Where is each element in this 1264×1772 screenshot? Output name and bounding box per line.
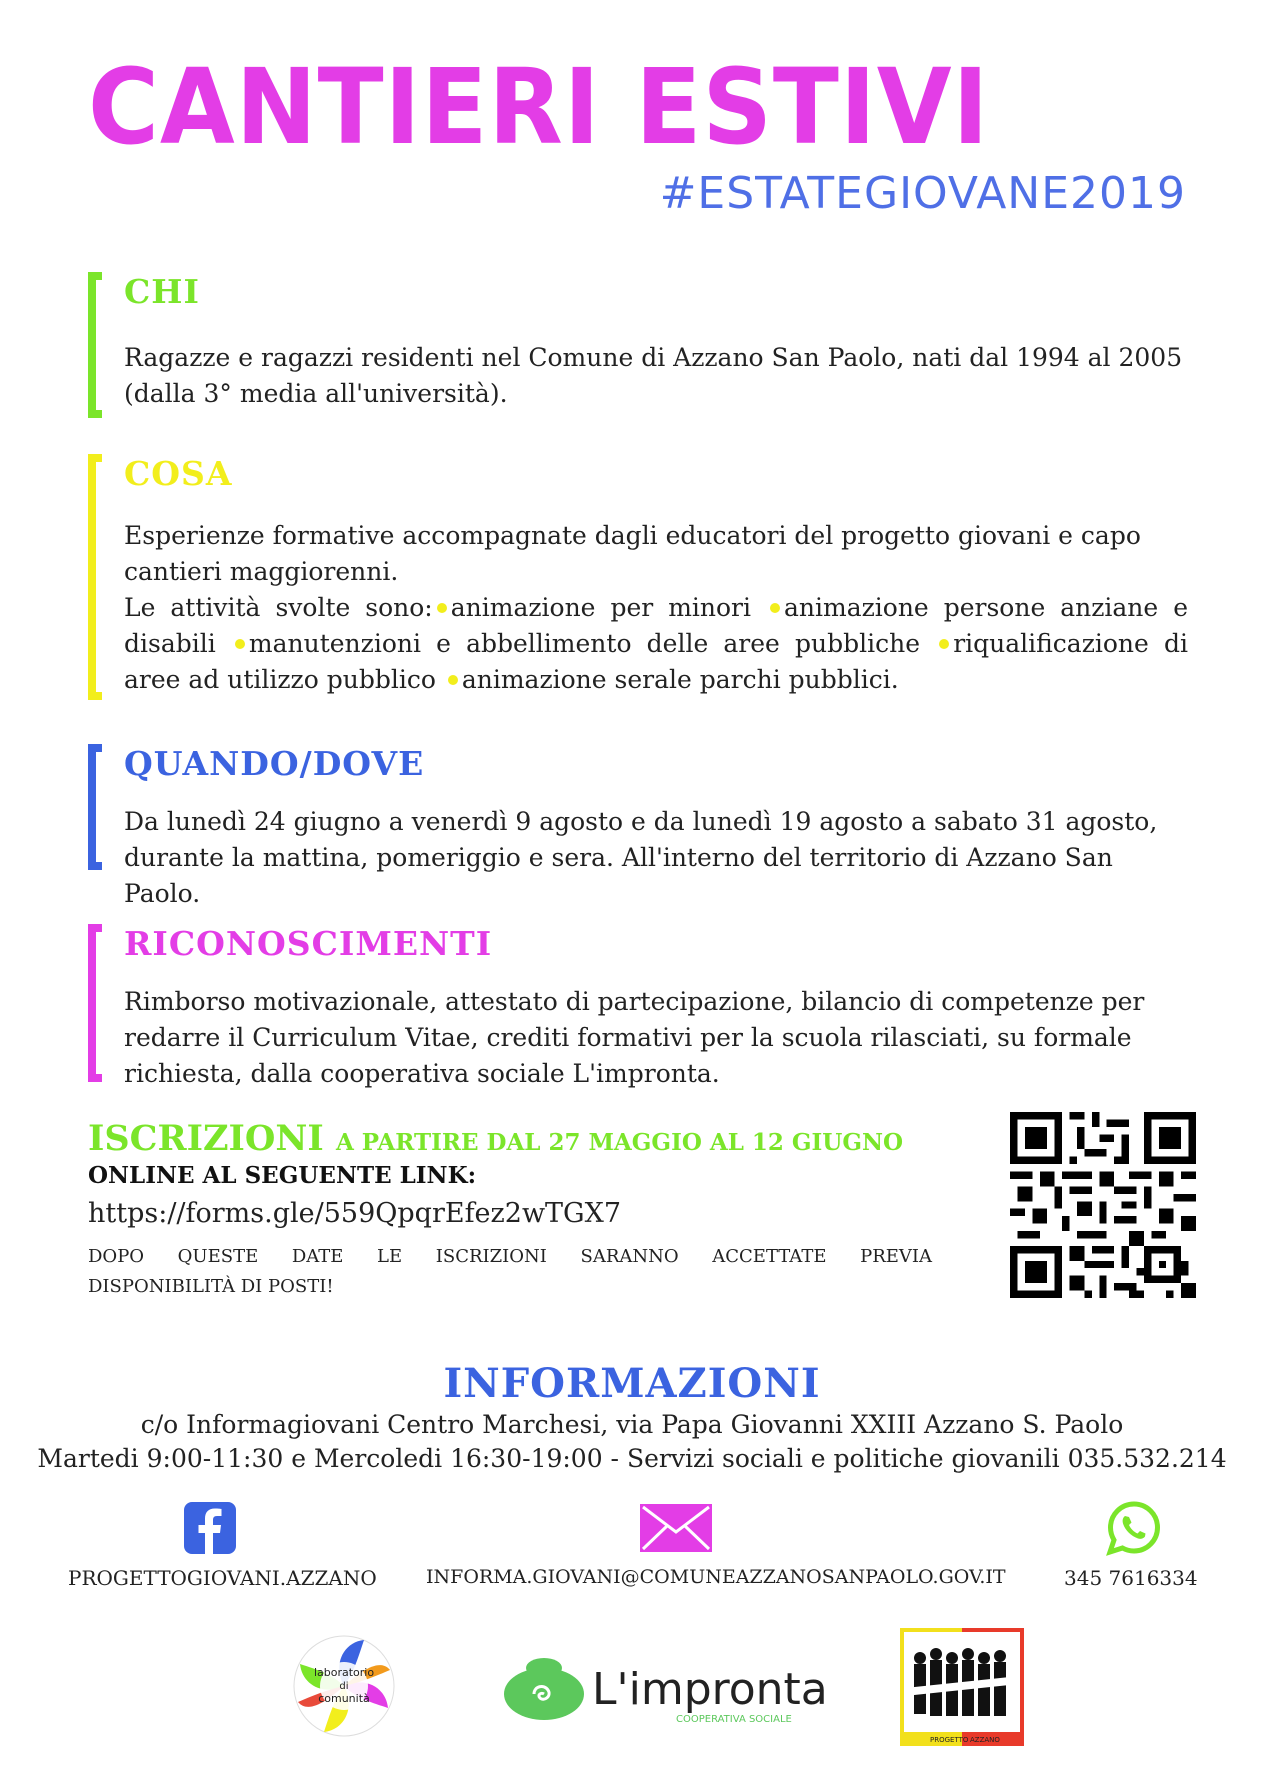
logo-text: L'impronta bbox=[592, 1664, 828, 1715]
bullet-icon bbox=[939, 639, 949, 649]
section-text: Ragazze e ragazzi residenti nel Comune di Azzano San Paolo, nati dal 1994 al 2005 (dalla 3° media all'università). bbox=[124, 343, 1183, 408]
logo-text: COOPERATIVA SOCIALE bbox=[676, 1714, 792, 1725]
activity-item: animazione persone anziane e disabili bbox=[124, 593, 1188, 658]
laboratorio-di-comunita-logo bbox=[282, 1624, 406, 1748]
whatsapp-icon[interactable] bbox=[1106, 1500, 1162, 1556]
iscrizioni-note-2: DISPONIBILITÀ DI POSTI! bbox=[88, 1276, 334, 1297]
qr-code[interactable] bbox=[1010, 1112, 1196, 1298]
facebook-icon[interactable] bbox=[184, 1502, 236, 1554]
limpronta-logo bbox=[500, 1648, 828, 1732]
section-title: COSA bbox=[124, 454, 233, 493]
section-title: QUANDO/DOVE bbox=[124, 744, 425, 783]
iscrizioni-note: DOPO QUESTE DATE LE ISCRIZIONI SARANNO ACCETTATE PREVIA bbox=[88, 1246, 932, 1267]
section-bracket bbox=[88, 454, 102, 700]
hashtag: #ESTATEGIOVANE2019 bbox=[659, 168, 1186, 219]
section-cosa bbox=[88, 454, 1188, 704]
logo-text: laboratorio bbox=[313, 1666, 375, 1679]
bullet-icon bbox=[770, 603, 780, 613]
section-chi bbox=[88, 272, 1188, 422]
logo-text: di bbox=[339, 1681, 349, 1692]
section-text: Esperienze formative accompagnate dagli educatori del progetto giovani e capo cantieri maggiorenni. bbox=[124, 521, 1141, 586]
section-riconoscimenti bbox=[88, 924, 1188, 1088]
informazioni-hours: Martedi 9:00-11:30 e Mercoledi 16:30-19:00 - Servizi sociali e politiche giovanili 035.532.214 bbox=[37, 1444, 1227, 1473]
bullet-icon bbox=[437, 603, 447, 613]
section-body bbox=[124, 984, 1188, 1092]
mail-icon[interactable] bbox=[640, 1504, 712, 1552]
section-title: RICONOSCIMENTI bbox=[124, 924, 493, 963]
section-bracket bbox=[88, 924, 102, 1082]
informazioni-title: INFORMAZIONI bbox=[443, 1360, 821, 1407]
iscrizioni-online-label: ONLINE AL SEGUENTE LINK: bbox=[88, 1162, 477, 1189]
activity-item: animazione serale parchi pubblici. bbox=[461, 665, 899, 694]
section-text: Rimborso motivazionale, attestato di partecipazione, bilancio di competenze per redarre il Curriculum Vitae, crediti formativi per la scuola rilasciati, su formale richiesta, dalla cooperativa sociale L'impronta. bbox=[124, 987, 1145, 1088]
section-body bbox=[124, 804, 1188, 912]
activities-list bbox=[124, 590, 1188, 698]
page-title: CANTIERI ESTIVI bbox=[88, 46, 990, 168]
informazioni-address: c/o Informagiovani Centro Marchesi, via Papa Giovanni XXIII Azzano S. Paolo bbox=[140, 1410, 1124, 1439]
iscrizioni-period: A PARTIRE DAL 27 MAGGIO AL 12 GIUGNO bbox=[335, 1129, 904, 1156]
activity-item: manutenzioni e abbellimento delle aree pubbliche bbox=[248, 629, 921, 658]
section-quando-dove bbox=[88, 744, 1188, 908]
activities-intro: Le attività svolte sono: bbox=[124, 593, 433, 622]
facebook-handle[interactable]: PROGETTOGIOVANI.AZZANO bbox=[68, 1566, 377, 1590]
section-bracket bbox=[88, 272, 102, 418]
section-title: CHI bbox=[124, 272, 200, 311]
section-bracket bbox=[88, 744, 102, 870]
logo-text: PROGETTO bbox=[930, 1736, 969, 1744]
bullet-icon bbox=[235, 639, 245, 649]
logo-text: comunità bbox=[318, 1692, 370, 1705]
email-address[interactable]: INFORMA.GIOVANI@COMUNEAZZANOSANPAOLO.GOV.IT bbox=[426, 1566, 1006, 1588]
bullet-icon bbox=[448, 675, 458, 685]
phone-number[interactable]: 345 7616334 bbox=[1064, 1566, 1198, 1590]
activity-item: riqualificazione di aree ad utilizzo pubblico bbox=[124, 629, 1188, 694]
iscrizioni-title: ISCRIZIONI bbox=[88, 1118, 324, 1159]
progetto-azzano-logo bbox=[900, 1628, 1024, 1746]
section-text: Da lunedì 24 giugno a venerdì 9 agosto e da lunedì 19 agosto a sabato 31 agosto, durante la mattina, pomeriggio e sera. All'interno del territorio di Azzano San Paolo. bbox=[124, 807, 1158, 908]
logo-text: AZZANO bbox=[970, 1736, 1000, 1744]
registration-link[interactable]: https://forms.gle/559QpqrEfez2wTGX7 bbox=[88, 1198, 622, 1229]
section-body bbox=[124, 518, 1188, 698]
section-body bbox=[124, 340, 1188, 412]
iscrizioni-heading bbox=[88, 1118, 903, 1159]
activity-item: animazione per minori bbox=[450, 593, 751, 622]
